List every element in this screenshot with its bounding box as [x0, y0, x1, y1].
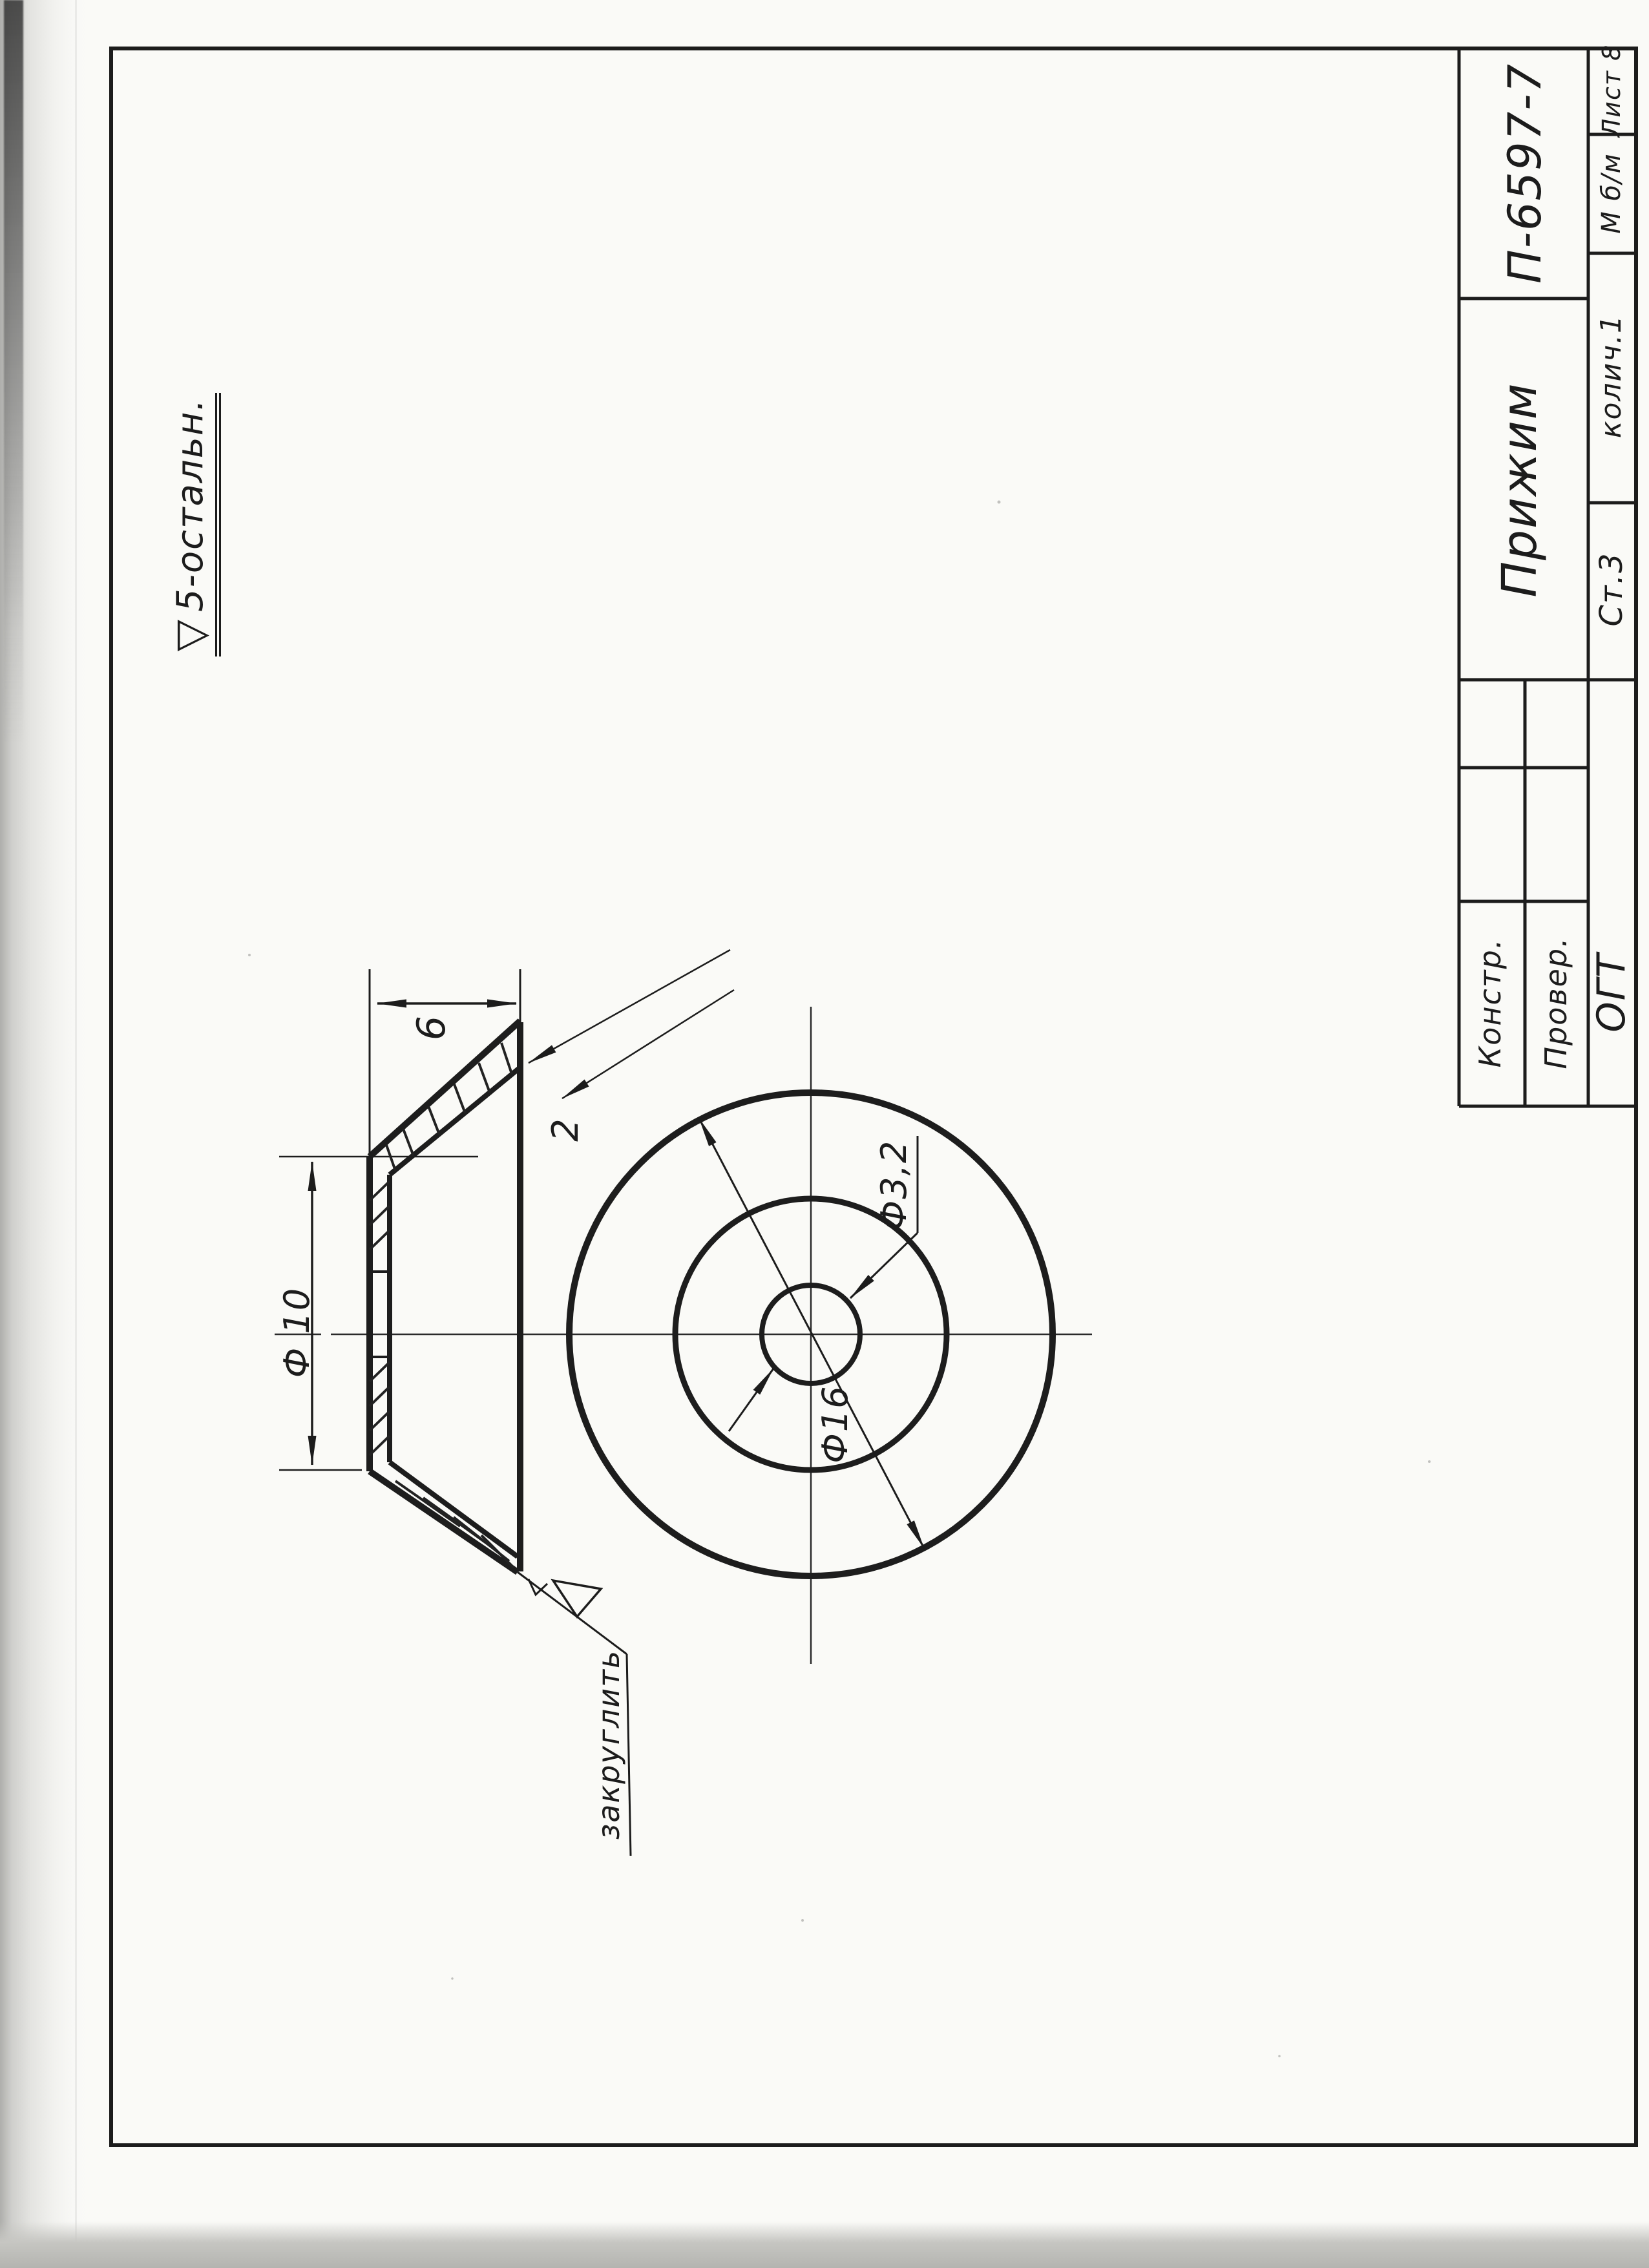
section-view	[275, 950, 1092, 1856]
surface-finish-icon: ▽	[166, 618, 215, 652]
title-doc-number: П-6597-7	[1498, 63, 1551, 284]
extension-lines	[279, 969, 520, 1470]
dim-hole-diameter-label: Ф3,2	[874, 1139, 914, 1231]
title-sign-row-konstr: Констр.	[1473, 938, 1507, 1068]
round-off-note: закруглить	[591, 1649, 626, 1840]
title-part-name: Прижим	[1492, 382, 1548, 598]
title-scale: М б/м	[1597, 152, 1626, 234]
dim-height-label: 6	[409, 1014, 454, 1041]
title-sign-row-ogt: ОГТ	[1589, 952, 1634, 1033]
front-view	[569, 1007, 1053, 1664]
title-sign-row-prover: Провер.	[1539, 936, 1573, 1069]
title-material: Ст.3	[1593, 552, 1630, 627]
dim-outer-diameter-label: Ф16	[815, 1385, 856, 1464]
dim-thickness-leaders	[529, 950, 734, 1098]
surface-finish-text: 5-остальн.	[169, 397, 211, 612]
title-sheet: Лист 8	[1597, 43, 1626, 138]
part-outline	[370, 1021, 520, 1572]
drawing-frame	[111, 43, 1636, 2145]
surface-finish-triangle-icon	[553, 1580, 601, 1617]
dim-face-diameter-label: Ф 10	[277, 1286, 317, 1378]
title-quantity: колич.1	[1595, 313, 1628, 439]
dim-thickness-label: 2	[545, 1117, 587, 1142]
surface-finish-note	[164, 370, 226, 680]
scan-speckles	[248, 501, 1431, 2057]
